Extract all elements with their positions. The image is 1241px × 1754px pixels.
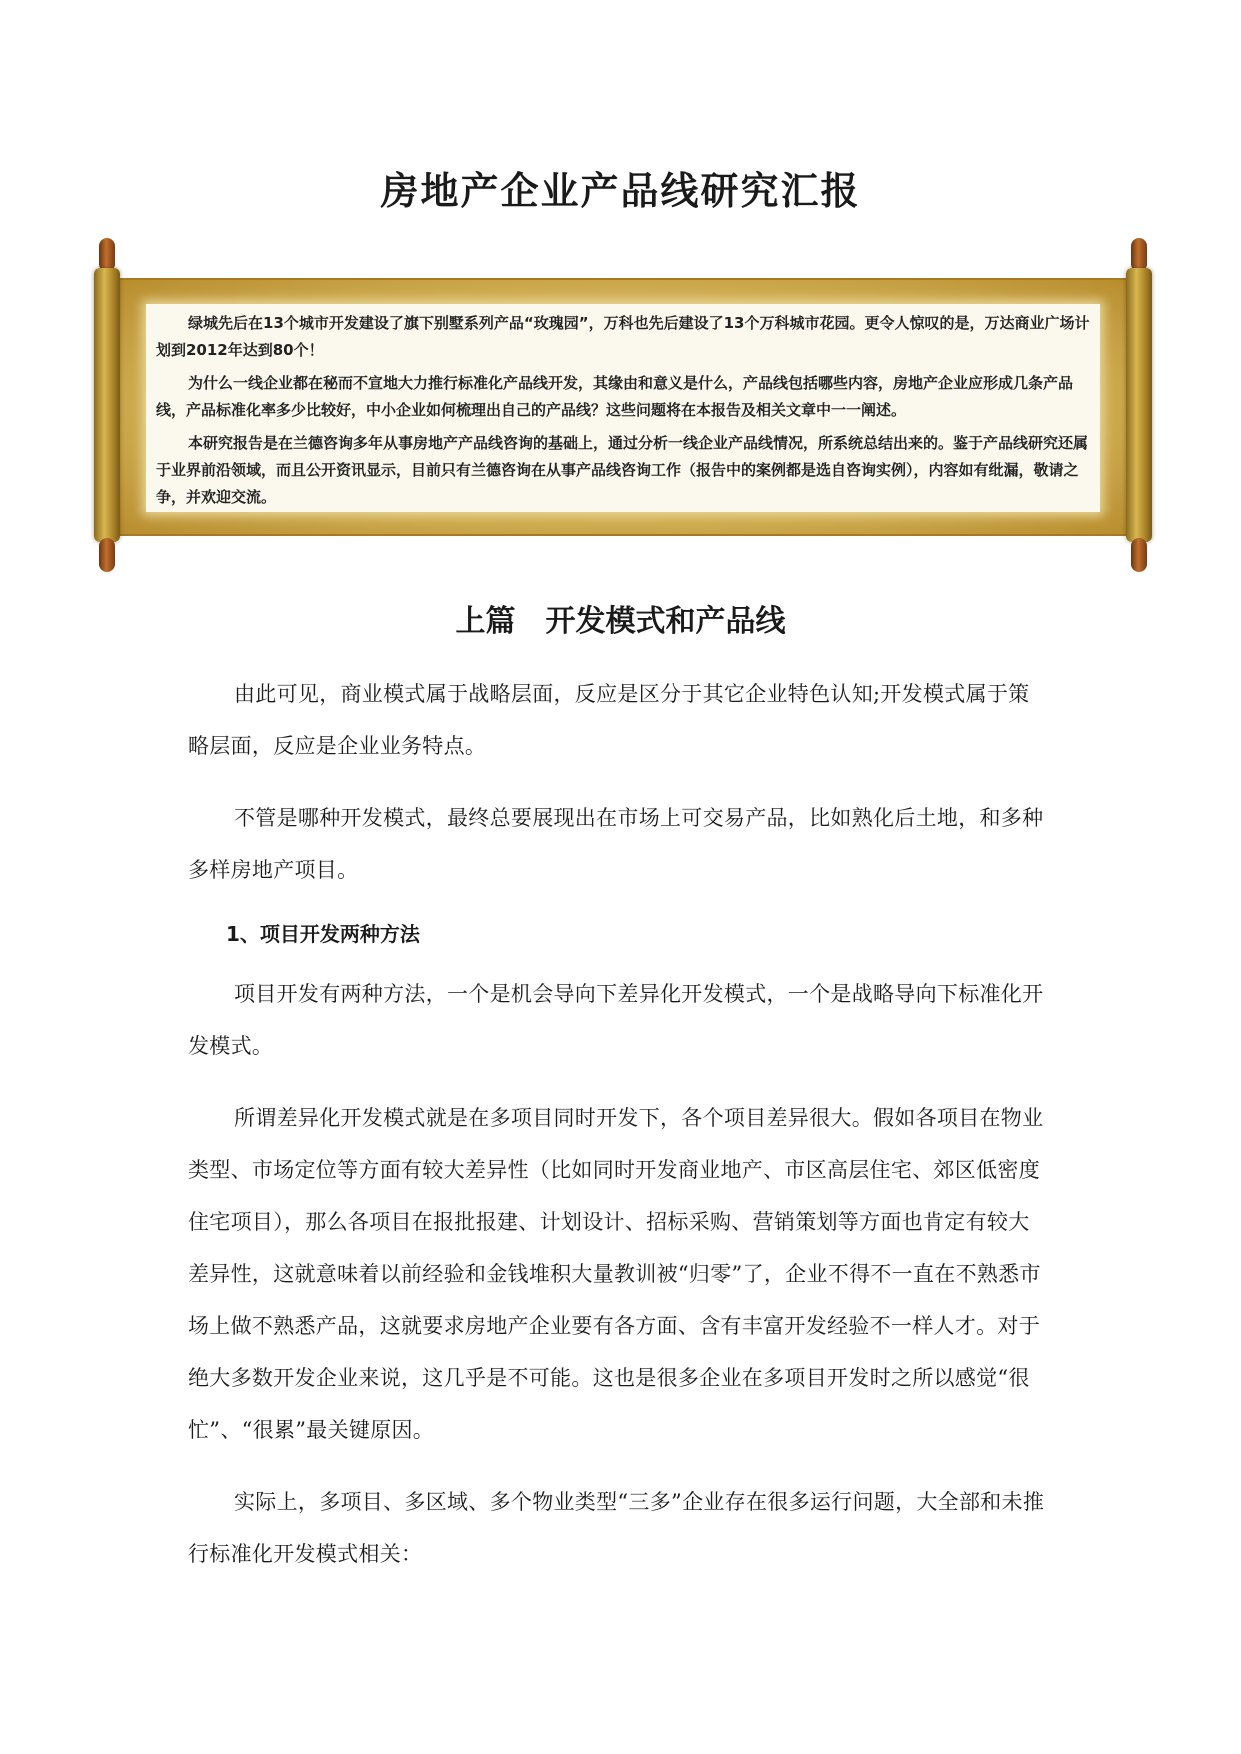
section-heading: 上篇 开发模式和产品线 <box>455 604 786 639</box>
banner-paragraph: 为什么一线企业都在秘而不宣地大力推行标准化产品线开发，其缘由和意义是什么，产品线包括哪些内容，房地产企业应形成几条产品线，产品标准化率多少比较好，中小企业如何梳理出自己的产品线？这些问题将在本报告及相关文章中一一阐述。 <box>156 374 1074 419</box>
page-title: 房地产企业产品线研究汇报 <box>380 169 861 213</box>
scroll-rod-left <box>92 238 122 572</box>
rod-body <box>94 268 120 542</box>
rod-knob <box>1131 538 1147 572</box>
body-paragraph: 所谓差异化开发模式就是在多项目同时开发下，各个项目差异很大。假如各项目在物业类型、市场定位等方面有较大差异性（比如同时开发商业地产、市区高层住宅、郊区低密度住宅项目），那么各项目在报批报建、计划设计、招标采购、营销策划等方面也肯定有较大差异性，这就意味着以前经验和金钱堆积大量教训被“归零”了，企业不得不一直在不熟悉市场上做不熟悉产品，这就要求房地产企业要有各方面、含有丰富开发经验不一样人才。对于绝大多数开发企业来说，这几乎是不可能。这也是很多企业在多项目开发时之所以感觉“很忙”、“很累”最关键原因。 <box>188 1106 1044 1442</box>
banner-text-box <box>146 304 1100 512</box>
rod-knob <box>1131 238 1147 272</box>
body-text <box>188 668 1048 1600</box>
subsection-heading: 1、项目开发两种方法 <box>226 922 420 946</box>
body-paragraph: 由此可见，商业模式属于战略层面，反应是区分于其它企业特色认知;开发模式属于策略层面，反应是企业业务特点。 <box>188 682 1030 758</box>
scroll-banner <box>92 238 1154 572</box>
scroll-rod-right <box>1124 238 1154 572</box>
rod-knob <box>99 538 115 572</box>
rod-knob <box>99 238 115 272</box>
banner-paragraph: 绿城先后在13个城市开发建设了旗下别墅系列产品“玫瑰园”，万科也先后建设了13个万科城市花园。更令人惊叹的是，万达商业广场计划到2012年达到80个！ <box>156 314 1090 359</box>
body-paragraph: 项目开发有两种方法，一个是机会导向下差异化开发模式，一个是战略导向下标准化开发模式。 <box>188 982 1044 1058</box>
body-paragraph: 不管是哪种开发模式，最终总要展现出在市场上可交易产品，比如熟化后土地，和多种多样房地产项目。 <box>188 806 1044 882</box>
banner-paragraph: 本研究报告是在兰德咨询多年从事房地产产品线咨询的基础上，通过分析一线企业产品线情况，所系统总结出来的。鉴于产品线研究还属于业界前沿领域，而且公开资讯显示，目前只有兰德咨询在从事产品线咨询工作（报告中的案例都是选自咨询实例），内容如有纰漏，敬请之争，并欢迎交流。 <box>156 434 1089 506</box>
rod-body <box>1126 268 1152 542</box>
body-paragraph: 实际上，多项目、多区域、多个物业类型“三多”企业存在很多运行问题，大全部和未推行标准化开发模式相关： <box>188 1490 1045 1566</box>
scroll-paper <box>116 278 1130 536</box>
